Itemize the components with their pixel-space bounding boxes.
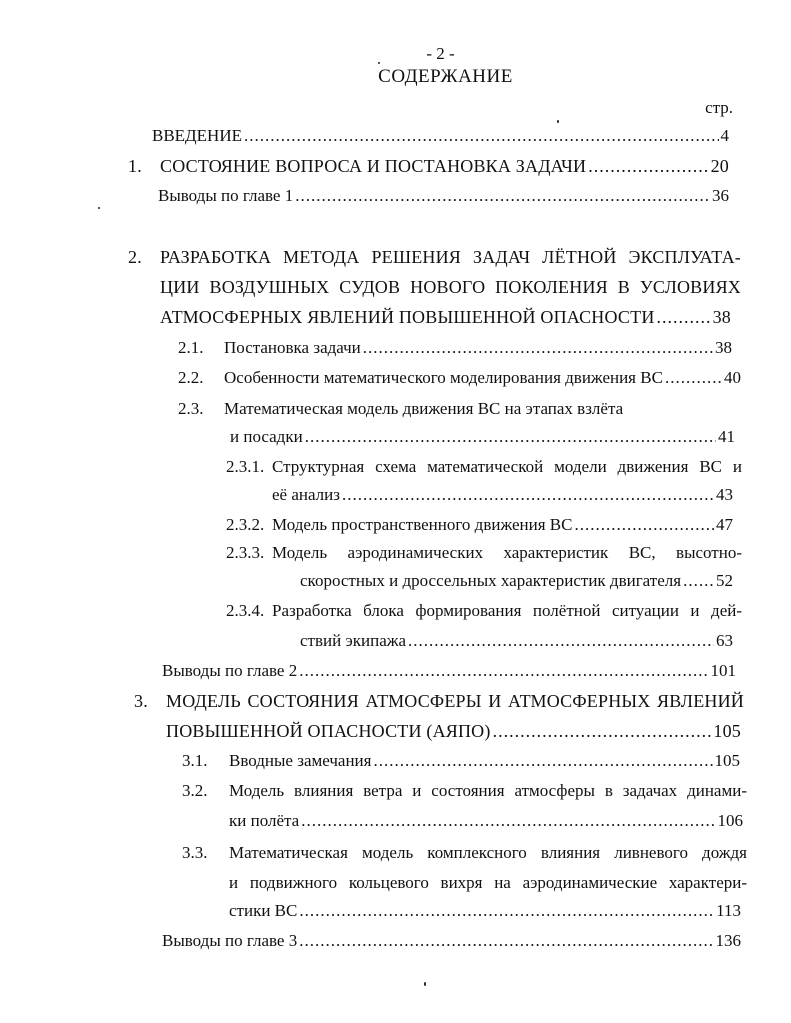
section-number: 2.3.2. [226,515,265,534]
toc-entry-2-3-2[interactable] [272,514,733,536]
leader-dots [301,810,715,832]
toc-entry-page: 52 [716,571,733,590]
toc-entry-title: Модель пространственного движения ВС [272,515,573,534]
toc-entry-page: 4 [720,126,729,145]
toc-entry-page: 101 [710,661,736,680]
toc-entry-page: 47 [716,515,733,534]
toc-entry-2-3-4[interactable] [300,630,733,652]
leader-dots [299,660,708,682]
toc-entry-3-2-line-1[interactable]: Модель влияния ветра и состояния атмосферы в задачах динами- [229,781,747,800]
toc-entry-3-3-line-1[interactable]: Математическая модель комплексного влияния ливневого дождя [229,843,747,862]
toc-entry-2-3-4-line-1[interactable]: Разработка блока формирования полётной ситуации и дей- [272,601,742,620]
leader-dots [363,337,713,359]
toc-entry-page: 43 [716,485,733,504]
toc-entry-conclusions-1[interactable] [158,185,729,207]
toc-entry-page: 36 [712,186,729,205]
scan-speck [98,207,100,209]
toc-entry-title: Выводы по главе 1 [158,186,294,205]
toc-entry-page: 113 [716,901,741,920]
leader-dots [683,570,714,592]
toc-entry-title: Выводы по главе 2 [162,661,298,680]
page-number: - 2 - [426,44,455,63]
leader-dots [305,426,716,448]
toc-entry-title: Вводные замечания [229,751,372,770]
toc-entry-page: 136 [715,931,741,950]
toc-entry-title: стики ВС [229,901,298,920]
toc-entry-chapter-2-line-2[interactable]: ЦИИ ВОЗДУШНЫХ СУДОВ НОВОГО ПОКОЛЕНИЯ В УСЛОВИЯХ [160,277,741,297]
section-number: 3.3. [182,843,208,862]
toc-entry-chapter-1[interactable] [160,155,729,177]
toc-entry-2-1[interactable] [224,337,732,359]
toc-entry-2-3-1[interactable] [272,484,733,506]
leader-dots [295,185,710,207]
toc-entry-title: Особенности математического моделирования движения ВС [224,368,663,387]
toc-entry-page: 38 [712,307,731,327]
chapter-number: 2. [128,247,142,267]
leader-dots [342,484,714,506]
leader-dots [373,750,712,772]
leader-dots [244,125,719,147]
section-number: 2.1. [178,338,204,357]
toc-entry-page: 40 [724,368,741,387]
toc-entry-conclusions-2[interactable] [162,660,736,682]
leader-dots [574,514,714,536]
leader-dots [665,367,722,389]
section-number: 2.3.4. [226,601,265,620]
toc-entry-2-2[interactable] [224,367,741,389]
toc-entry-title: ки полёта [229,811,300,830]
toc-entry-page: 63 [716,631,733,650]
leader-dots [493,720,712,742]
scan-speck [557,120,559,123]
toc-entry-page: 41 [718,427,735,446]
toc-entry-2-3[interactable] [230,426,735,448]
toc-entry-title: АТМОСФЕРНЫХ ЯВЛЕНИЙ ПОВЫШЕННОЙ ОПАСНОСТИ [160,307,655,327]
toc-entry-2-3-3-line-1[interactable]: Модель аэродинамических характеристик ВС, высотно- [272,543,742,562]
chapter-number: 1. [128,156,142,176]
toc-entry-chapter-2-line-1[interactable]: РАЗРАБОТКА МЕТОДА РЕШЕНИЯ ЗАДАЧ ЛЁТНОЙ ЭКСПЛУАТА- [160,247,741,267]
toc-entry-title: Постановка задачи [224,338,361,357]
toc-entry-3-2[interactable] [229,810,743,832]
toc-entry-title: ВВЕДЕНИЕ [152,126,242,145]
section-number: 2.3. [178,399,204,418]
toc-entry-title: ствий экипажа [300,631,407,650]
toc-entry-2-3-1-line-1[interactable]: Структурная схема математической модели движения ВС и [272,457,742,476]
toc-entry-title: СОСТОЯНИЕ ВОПРОСА И ПОСТАНОВКА ЗАДАЧИ [160,156,587,176]
toc-entry-chapter-3[interactable] [166,720,741,742]
chapter-number: 3. [134,691,148,711]
toc-entry-page: 105 [714,751,740,770]
section-number: 2.3.3. [226,543,265,562]
toc-entry-intro[interactable] [152,125,729,147]
toc-entry-3-3-line-2[interactable]: и подвижного кольцевого вихря на аэродинамические характери- [229,873,747,892]
toc-entry-3-1[interactable] [229,750,740,772]
leader-dots [588,155,708,177]
toc-entry-3-3[interactable] [229,900,741,922]
toc-entry-title: её анализ [272,485,340,504]
toc-entry-chapter-2[interactable] [160,306,731,328]
leader-dots [408,630,714,652]
toc-entry-page: 20 [710,156,729,176]
toc-entry-title: скоростных и дроссельных характеристик двигателя [300,571,682,590]
toc-entry-conclusions-3[interactable] [162,930,741,952]
section-number: 3.1. [182,751,208,770]
scan-speck [378,62,380,64]
leader-dots [299,930,713,952]
toc-entry-title: ПОВЫШЕННОЙ ОПАСНОСТИ (АЯПО) [166,721,491,741]
page-title: СОДЕРЖАНИЕ [378,66,513,87]
toc-entry-chapter-3-line-1[interactable]: МОДЕЛЬ СОСТОЯНИЯ АТМОСФЕРЫ И АТМОСФЕРНЫХ ЯВЛЕНИЙ [166,691,744,711]
section-number: 2.3.1. [226,457,265,476]
toc-entry-page: 105 [713,721,741,741]
toc-entry-page: 38 [715,338,732,357]
leader-dots [299,900,714,922]
page-column-label: стр. [705,98,733,117]
toc-entry-2-3-line-1[interactable]: Математическая модель движения ВС на этапах взлёта [224,399,624,418]
scan-speck [424,982,426,986]
toc-entry-title: и посадки [230,427,303,446]
toc-entry-2-3-3[interactable] [300,570,733,592]
section-number: 3.2. [182,781,208,800]
toc-entry-page: 106 [717,811,743,830]
section-number: 2.2. [178,368,204,387]
leader-dots [657,306,711,328]
toc-entry-title: Выводы по главе 3 [162,931,298,950]
